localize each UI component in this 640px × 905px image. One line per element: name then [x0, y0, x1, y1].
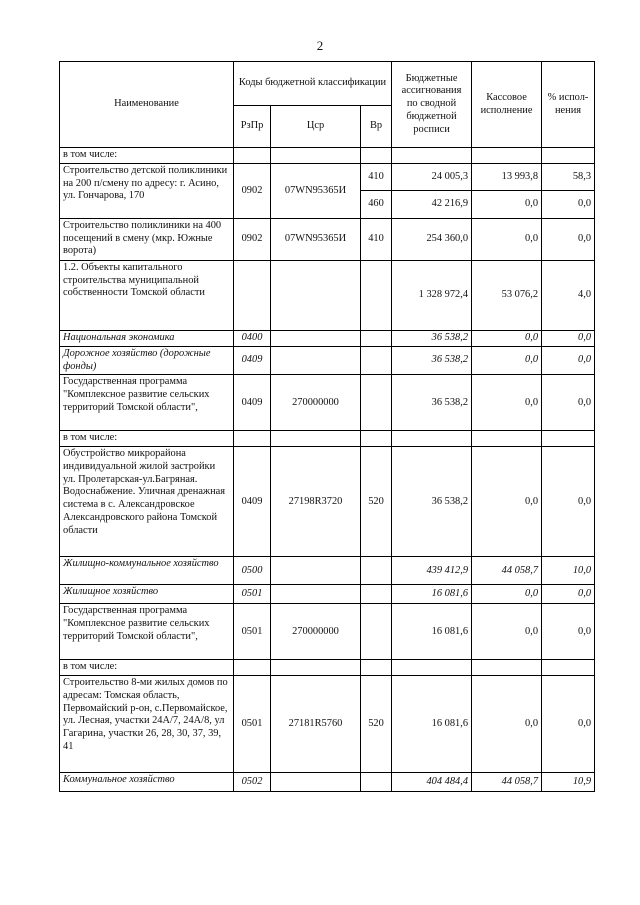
row-rzpr: 0400 — [234, 331, 271, 347]
row-cash: 0,0 — [472, 676, 542, 773]
row-allocation: 16 081,6 — [392, 676, 472, 773]
row-cash: 0,0 — [472, 447, 542, 557]
row-percent: 0,0 — [542, 219, 595, 261]
row-percent: 10,0 — [542, 557, 595, 585]
row-rzpr: 0501 — [234, 604, 271, 660]
row-cash: 0,0 — [472, 191, 542, 219]
header-name: Наименование — [60, 62, 234, 148]
row-cash: 53 076,2 — [472, 261, 542, 331]
row-name: в том числе: — [60, 148, 234, 164]
row-vr: 520 — [361, 447, 392, 557]
row-name: Государственная программа "Комплексное развитие сельских территорий Томской области", — [60, 604, 234, 660]
table-row — [60, 773, 595, 792]
row-cash: 0,0 — [472, 375, 542, 431]
row-allocation: 254 360,0 — [392, 219, 472, 261]
row-csr: 07WN95365И — [271, 164, 361, 219]
row-cash: 44 058,7 — [472, 773, 542, 792]
row-csr: 27198R3720 — [271, 447, 361, 557]
header-budget-allocations: Бюджетные ассигнования по сводной бюджетной росписи — [392, 62, 472, 148]
row-csr: 270000000 — [271, 375, 361, 431]
row-name: в том числе: — [60, 660, 234, 676]
row-csr: 07WN95365И — [271, 219, 361, 261]
row-rzpr: 0902 — [234, 164, 271, 219]
row-rzpr: 0409 — [234, 347, 271, 375]
row-percent: 58,3 — [542, 164, 595, 191]
row-name: Строительство поликлиники на 400 посещений в смену (мкр. Южные ворота) — [60, 219, 234, 261]
row-allocation: 36 538,2 — [392, 347, 472, 375]
row-name: Строительство 8-ми жилых домов по адресам: Томская область, Первомайский р-он, с.Первомайское, ул. Лесная, участки 24А/7, 24А/8, ул Гагарина, участки 26, 28, 30, 37, 39, 41 — [60, 676, 234, 773]
row-name: 1.2. Объекты капитального строительства муниципальной собственности Томской области — [60, 261, 234, 331]
row-rzpr: 0502 — [234, 773, 271, 792]
row-percent: 0,0 — [542, 191, 595, 219]
row-name: Жилищное хозяйство — [60, 585, 234, 604]
row-vr: 410 — [361, 219, 392, 261]
row-name: Коммунальное хозяйство — [60, 773, 234, 792]
row-allocation: 16 081,6 — [392, 585, 472, 604]
row-cash: 44 058,7 — [472, 557, 542, 585]
row-allocation: 1 328 972,4 — [392, 261, 472, 331]
row-csr: 27181R5760 — [271, 676, 361, 773]
row-allocation: 42 216,9 — [392, 191, 472, 219]
row-rzpr: 0409 — [234, 375, 271, 431]
row-cash: 0,0 — [472, 219, 542, 261]
row-percent: 10,9 — [542, 773, 595, 792]
row-percent: 0,0 — [542, 331, 595, 347]
row-allocation: 36 538,2 — [392, 331, 472, 347]
row-cash: 0,0 — [472, 331, 542, 347]
table-row — [60, 331, 595, 347]
table-row — [60, 557, 595, 585]
table-row — [60, 375, 595, 431]
row-percent: 0,0 — [542, 447, 595, 557]
table-row — [60, 660, 595, 676]
table-row — [60, 676, 595, 773]
row-allocation: 36 538,2 — [392, 375, 472, 431]
row-name: Обустройство микрорайона индивидуальной жилой застройки ул. Пролетарская-ул.Багряная. Водоснабжение. Уличная дренажная система в с. Александровское Александровского района Томской области — [60, 447, 234, 557]
row-name: в том числе: — [60, 431, 234, 447]
row-vr: 410 — [361, 164, 392, 191]
row-cash: 0,0 — [472, 347, 542, 375]
row-name: Жилищно-коммунальное хозяйство — [60, 557, 234, 585]
table-row — [60, 164, 595, 191]
row-allocation: 24 005,3 — [392, 164, 472, 191]
row-allocation: 16 081,6 — [392, 604, 472, 660]
row-rzpr: 0902 — [234, 219, 271, 261]
row-cash: 13 993,8 — [472, 164, 542, 191]
row-csr: 270000000 — [271, 604, 361, 660]
table-row — [60, 347, 595, 375]
row-rzpr: 0409 — [234, 447, 271, 557]
row-percent: 0,0 — [542, 585, 595, 604]
table-row — [60, 219, 595, 261]
row-allocation: 439 412,9 — [392, 557, 472, 585]
row-rzpr: 0501 — [234, 676, 271, 773]
row-name: Национальная экономика — [60, 331, 234, 347]
row-percent: 0,0 — [542, 375, 595, 431]
row-allocation: 404 484,4 — [392, 773, 472, 792]
row-vr: 460 — [361, 191, 392, 219]
row-name: Строительство детской поликлиники на 200 п/смену по адресу: г. Асино, ул. Гончарова, 170 — [60, 164, 234, 219]
row-percent: 0,0 — [542, 347, 595, 375]
page-number: 2 — [316, 38, 324, 53]
header-vr: Вр — [361, 106, 392, 148]
row-percent: 4,0 — [542, 261, 595, 331]
row-rzpr: 0500 — [234, 557, 271, 585]
row-percent: 0,0 — [542, 604, 595, 660]
row-name: Дорожное хозяйство (дорожные фонды) — [60, 347, 234, 375]
row-cash: 0,0 — [472, 604, 542, 660]
table-row — [60, 585, 595, 604]
header-cash-execution: Кассовое исполнение — [472, 62, 542, 148]
row-rzpr: 0501 — [234, 585, 271, 604]
table-row — [60, 148, 595, 164]
row-percent: 0,0 — [542, 676, 595, 773]
table-row — [60, 261, 595, 331]
header-rzpr: РзПр — [234, 106, 271, 148]
table-row — [60, 431, 595, 447]
row-name: Государственная программа "Комплексное развитие сельских территорий Томской области", — [60, 375, 234, 431]
budget-execution-table — [59, 61, 595, 792]
row-allocation: 36 538,2 — [392, 447, 472, 557]
table-row — [60, 447, 595, 557]
header-budget-codes: Коды бюджетной классификации — [234, 62, 392, 106]
table-row — [60, 604, 595, 660]
header-execution-percent: % испол-нения — [542, 62, 595, 148]
row-cash: 0,0 — [472, 585, 542, 604]
header-csr: Цср — [271, 106, 361, 148]
row-vr: 520 — [361, 676, 392, 773]
